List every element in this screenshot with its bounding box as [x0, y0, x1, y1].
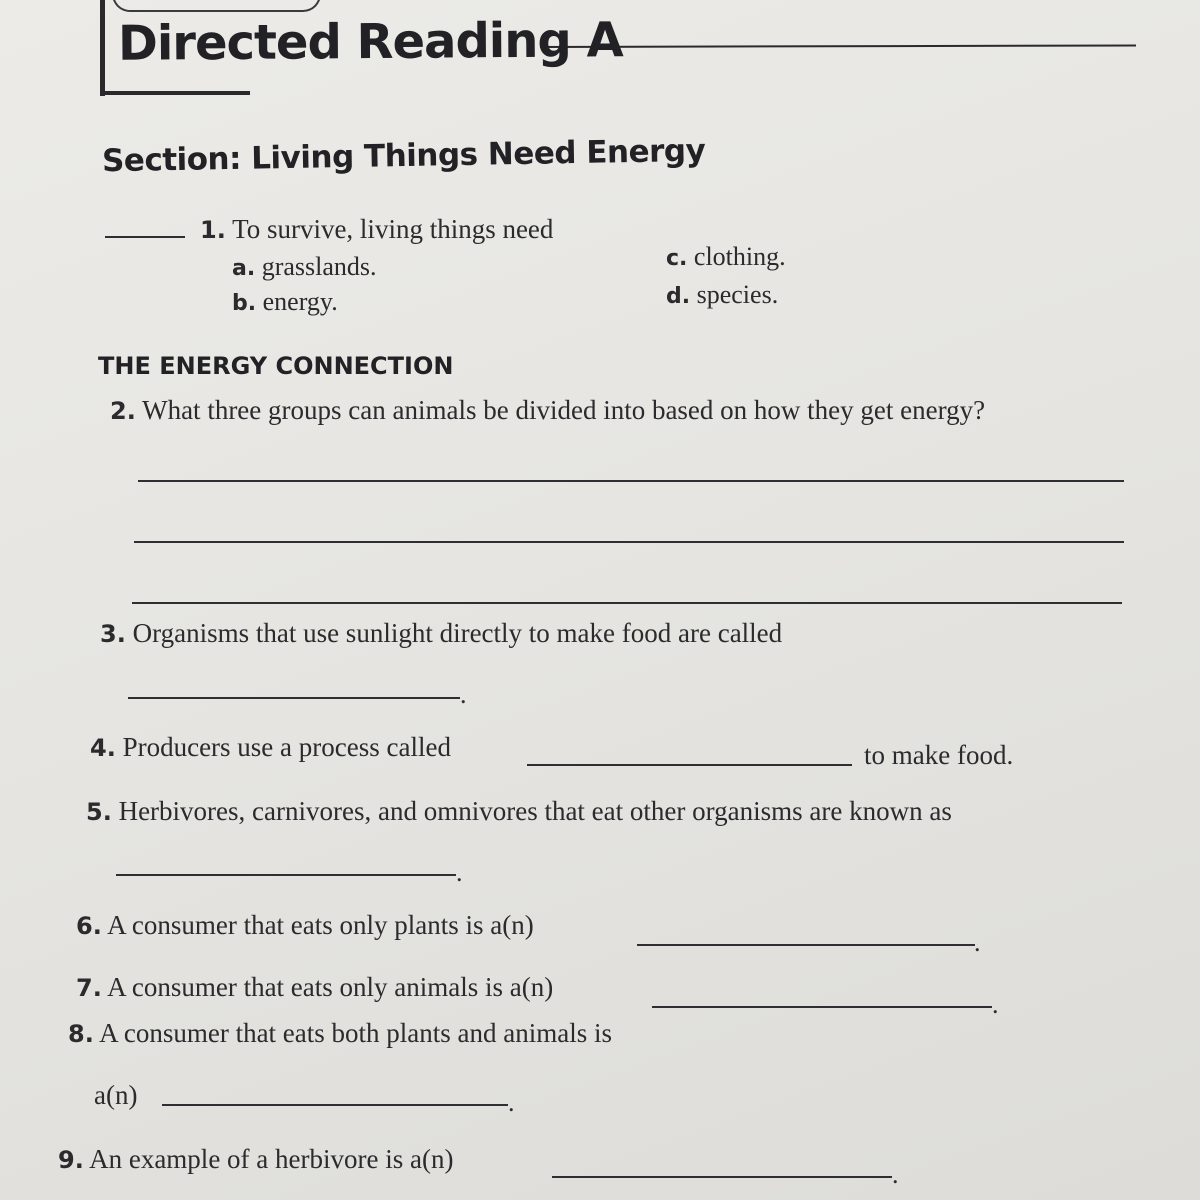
question-6-text: A consumer that eats only plants is a(n) [107, 910, 534, 940]
question-8-continuation: a(n) [94, 1080, 138, 1110]
question-1 [200, 214, 553, 245]
question-1-text: To survive, living things need [232, 214, 554, 244]
q8-period: . [508, 1088, 515, 1117]
q3-answer-blank[interactable] [128, 693, 460, 699]
q2-answer-line-3[interactable] [132, 598, 1122, 604]
question-5-number: 5. [86, 798, 112, 826]
question-4-text: Producers use a process called [122, 732, 451, 762]
question-6 [76, 910, 534, 941]
q2-answer-line-1[interactable] [138, 476, 1124, 482]
question-3 [100, 618, 782, 649]
q4-answer-blank[interactable] [527, 760, 852, 766]
q1-option-a-letter: a. [232, 256, 256, 281]
question-5 [86, 796, 952, 827]
q6-answer-blank[interactable] [637, 940, 975, 946]
q1-option-b [232, 287, 338, 317]
q1-option-b-text: energy. [262, 287, 338, 316]
question-4-continuation: to make food. [864, 740, 1014, 770]
question-3-text: Organisms that use sunlight directly to make food are called [132, 618, 783, 648]
question-8-number: 8. [68, 1020, 94, 1048]
question-7-number: 7. [76, 974, 102, 1002]
question-3-number: 3. [100, 620, 126, 648]
question-9 [58, 1144, 453, 1175]
q7-answer-blank[interactable] [652, 1002, 992, 1008]
question-9-number: 9. [58, 1146, 84, 1174]
question-5-text: Herbivores, carnivores, and omnivores that eat other organisms are known as [118, 796, 952, 826]
question-2-text: What three groups can animals be divided into based on how they get energy? [142, 395, 986, 425]
section-title: Section: Living Things Need Energy [101, 132, 706, 180]
question-6-number: 6. [76, 912, 102, 940]
q5-answer-blank[interactable] [116, 870, 456, 876]
header-rule [540, 44, 1136, 48]
question-7 [76, 972, 553, 1003]
q9-answer-blank[interactable] [552, 1172, 892, 1178]
energy-connection-heading: THE ENERGY CONNECTION [98, 352, 454, 380]
question-1-number: 1. [200, 216, 226, 244]
q8-answer-blank[interactable] [162, 1100, 508, 1106]
q1-option-c-letter: c. [666, 246, 688, 271]
q1-option-d-text: species. [696, 280, 779, 309]
question-4 [90, 732, 451, 763]
header-left-bar [100, 0, 105, 96]
question-7-text: A consumer that eats only animals is a(n) [107, 972, 554, 1002]
q1-option-a-text: grasslands. [261, 252, 377, 281]
page-title: Directed Reading A [117, 12, 623, 72]
q6-period: . [974, 928, 981, 957]
question-8 [68, 1018, 612, 1049]
q1-answer-blank[interactable] [105, 232, 185, 238]
header-tab [112, 0, 321, 12]
q1-option-d-letter: d. [666, 284, 691, 309]
question-9-text: An example of a herbivore is a(n) [89, 1144, 454, 1174]
question-4-number: 4. [90, 734, 116, 762]
q5-period: . [456, 858, 463, 887]
question-2 [110, 395, 985, 426]
q3-period: . [460, 680, 467, 709]
q7-period: . [992, 990, 999, 1019]
question-8-text: A consumer that eats both plants and animals is [99, 1018, 613, 1048]
q1-option-b-letter: b. [232, 291, 257, 316]
q1-option-d [666, 280, 778, 310]
q1-option-c-text: clothing. [693, 242, 786, 271]
q1-option-c [666, 242, 786, 272]
q1-option-a [232, 252, 377, 282]
header-base-rule [100, 91, 250, 95]
q9-period: . [892, 1160, 899, 1189]
question-2-number: 2. [110, 397, 136, 425]
q2-answer-line-2[interactable] [134, 537, 1124, 543]
